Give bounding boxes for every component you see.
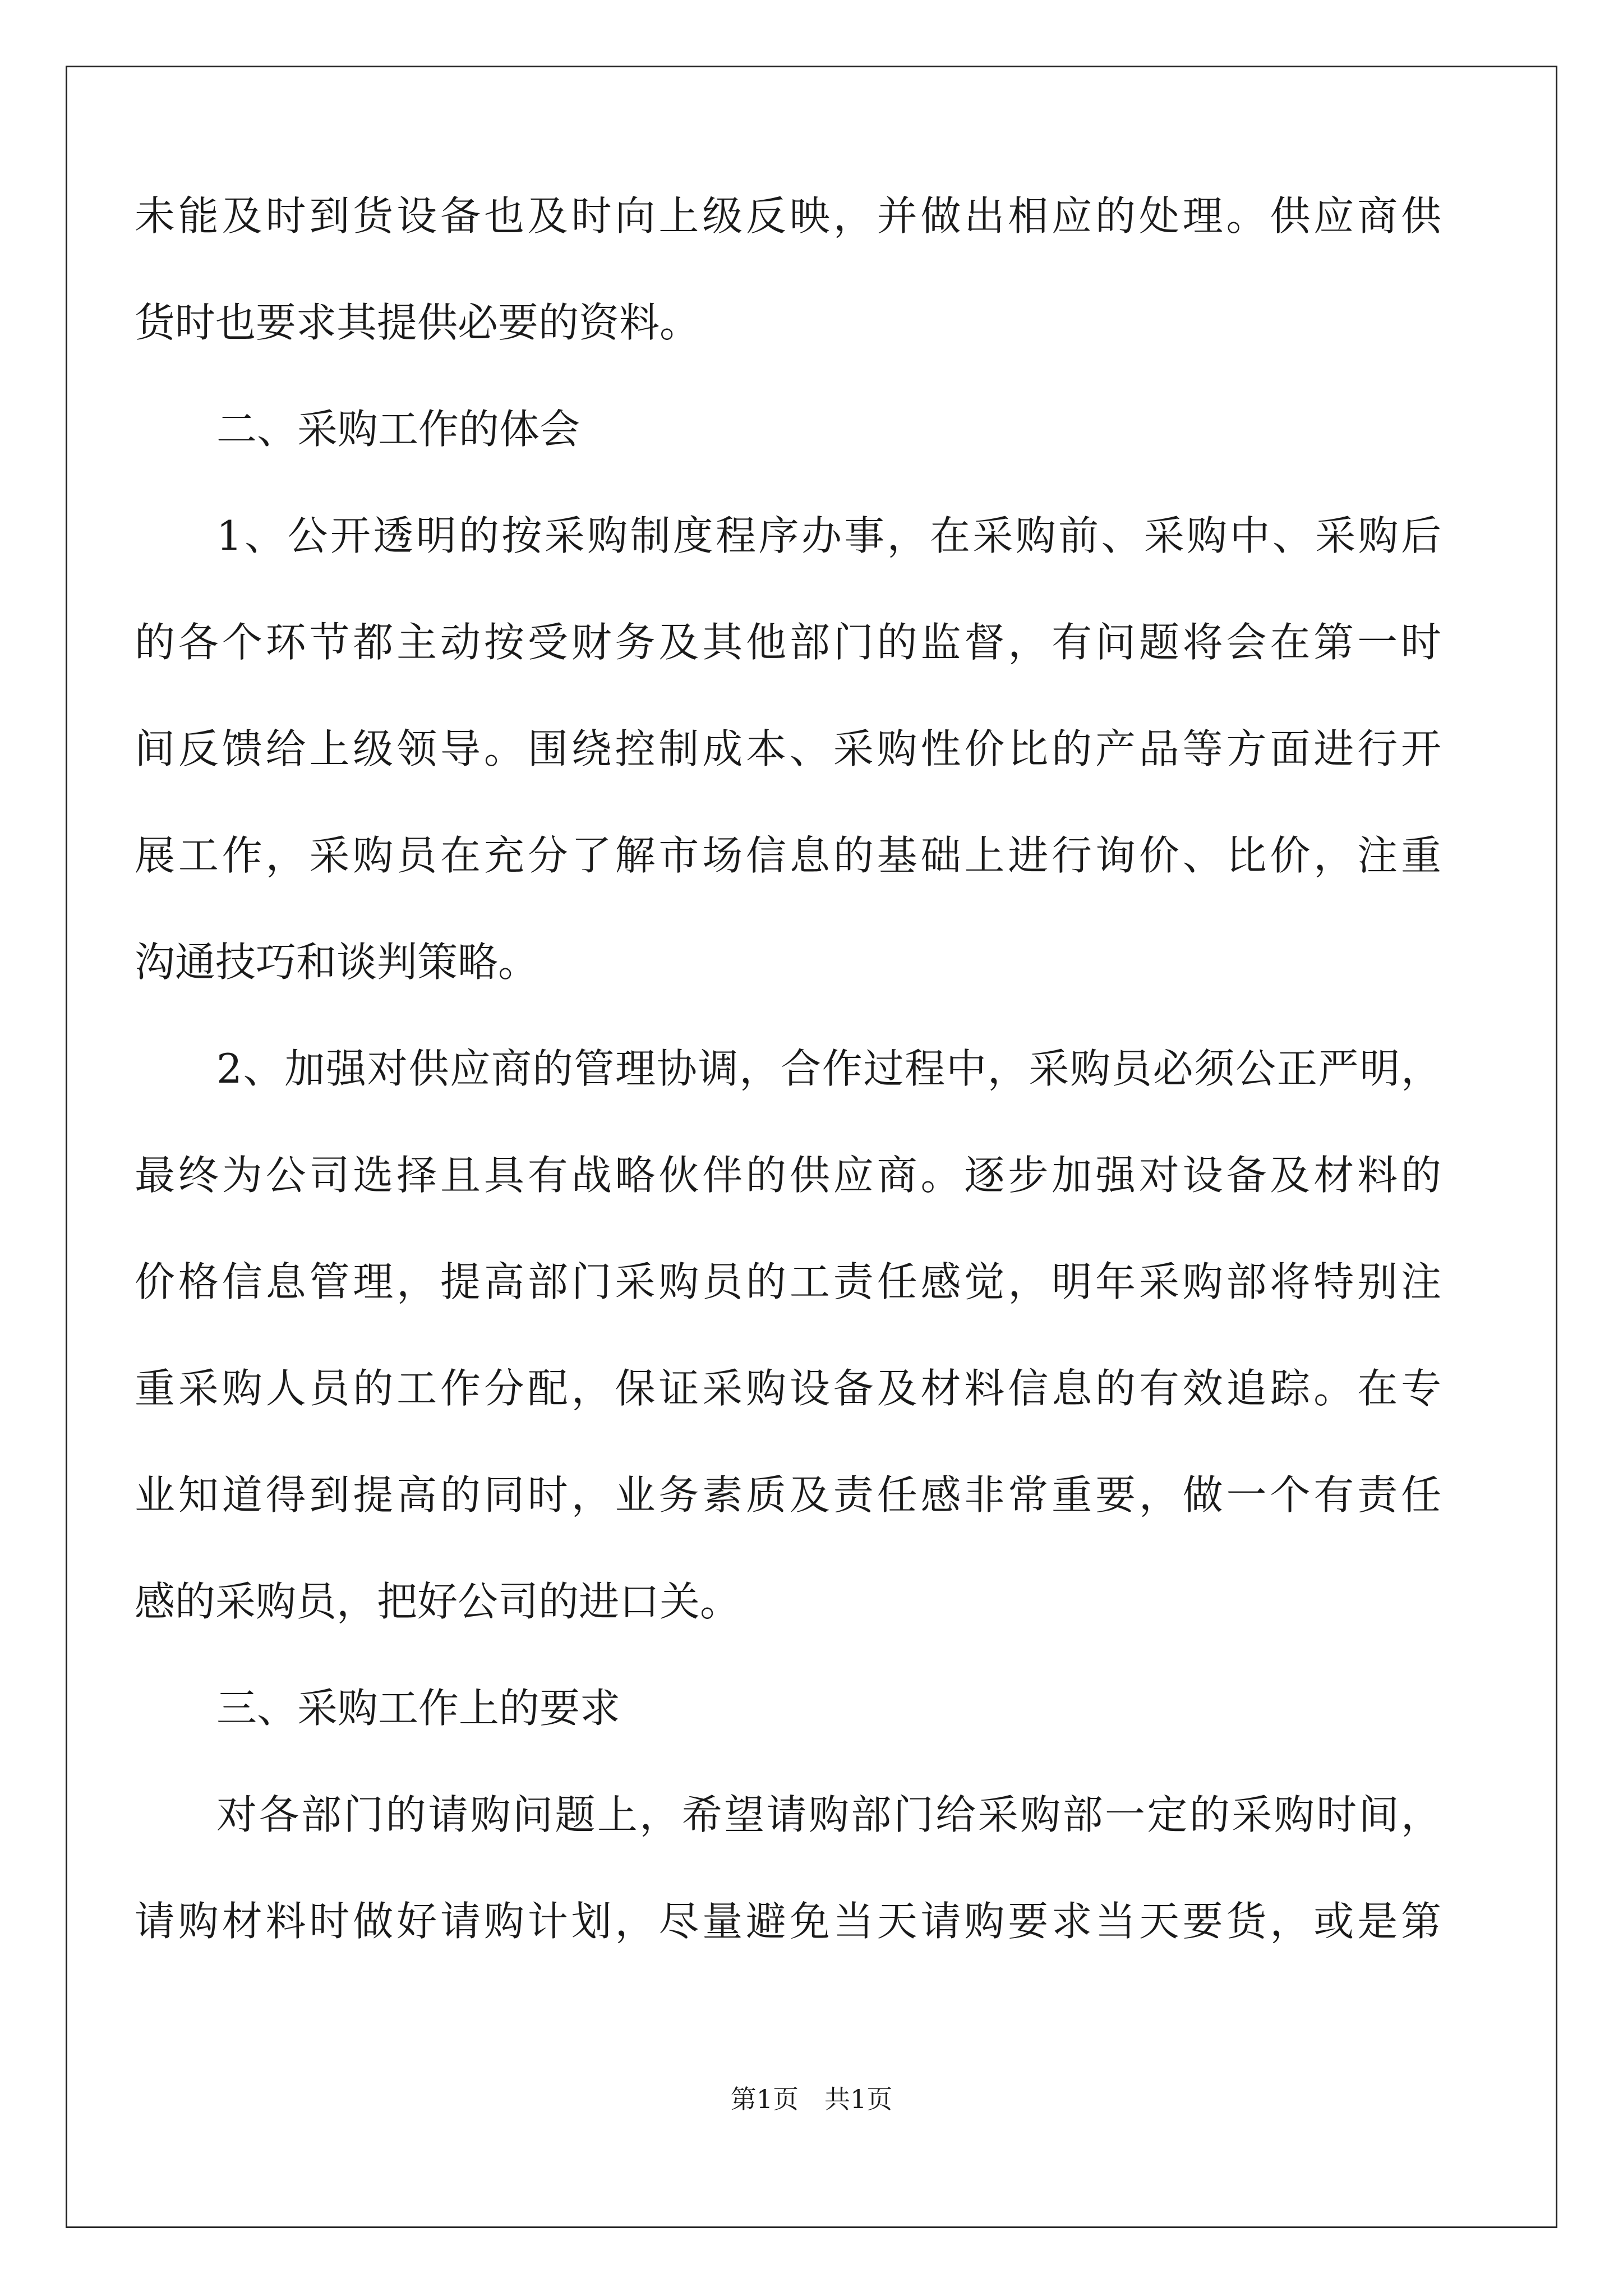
paragraph-line: 沟通技巧和谈判策略。 (135, 938, 539, 986)
paragraph-line: 1、公开透明的按采购制度程序办事，在采购前、采购中、采购后 (216, 512, 1441, 559)
paragraph-line: 货时也要求其提供必要的资料。 (135, 299, 700, 346)
paragraph-line: 重采购人员的工作分配，保证采购设备及材料信息的有效追踪。在专 (135, 1365, 1441, 1412)
paragraph-line: 展工作，采购员在充分了解市场信息的基础上进行询价、比价，注重 (135, 832, 1441, 879)
paragraph-line: 感的采购员，把好公司的进口关。 (135, 1578, 741, 1625)
paragraph-line: 价格信息管理，提高部门采购员的工责任感觉，明年采购部将特别注 (135, 1258, 1441, 1305)
section-heading: 三、采购工作上的要求 (216, 1685, 621, 1732)
paragraph-line: 间反馈给上级领导。围绕控制成本、采购性价比的产品等方面进行开 (135, 725, 1441, 772)
paragraph-line: 请购材料时做好请购计划，尽量避免当天请购要求当天要货，或是第 (135, 1898, 1441, 1945)
paragraph-line: 的各个环节都主动按受财务及其他部门的监督，有问题将会在第一时 (135, 619, 1441, 666)
paragraph-line: 业知道得到提高的同时，业务素质及责任感非常重要，做一个有责任 (135, 1471, 1441, 1519)
section-heading: 二、采购工作的体会 (216, 406, 580, 453)
paragraph-line: 最终为公司选择且具有战略伙伴的供应商。逐步加强对设备及材料的 (135, 1152, 1441, 1199)
paragraph-line: 对各部门的请购问题上，希望请购部门给采购部一定的采购时间， (216, 1791, 1441, 1838)
paragraph-line: 2、加强对供应商的管理协调，合作过程中，采购员必须公正严明， (216, 1045, 1441, 1092)
page-number-footer: 第1页 共1页 (730, 2084, 893, 2114)
paragraph-line: 未能及时到货设备也及时向上级反映，并做出相应的处理。供应商供 (135, 192, 1441, 240)
